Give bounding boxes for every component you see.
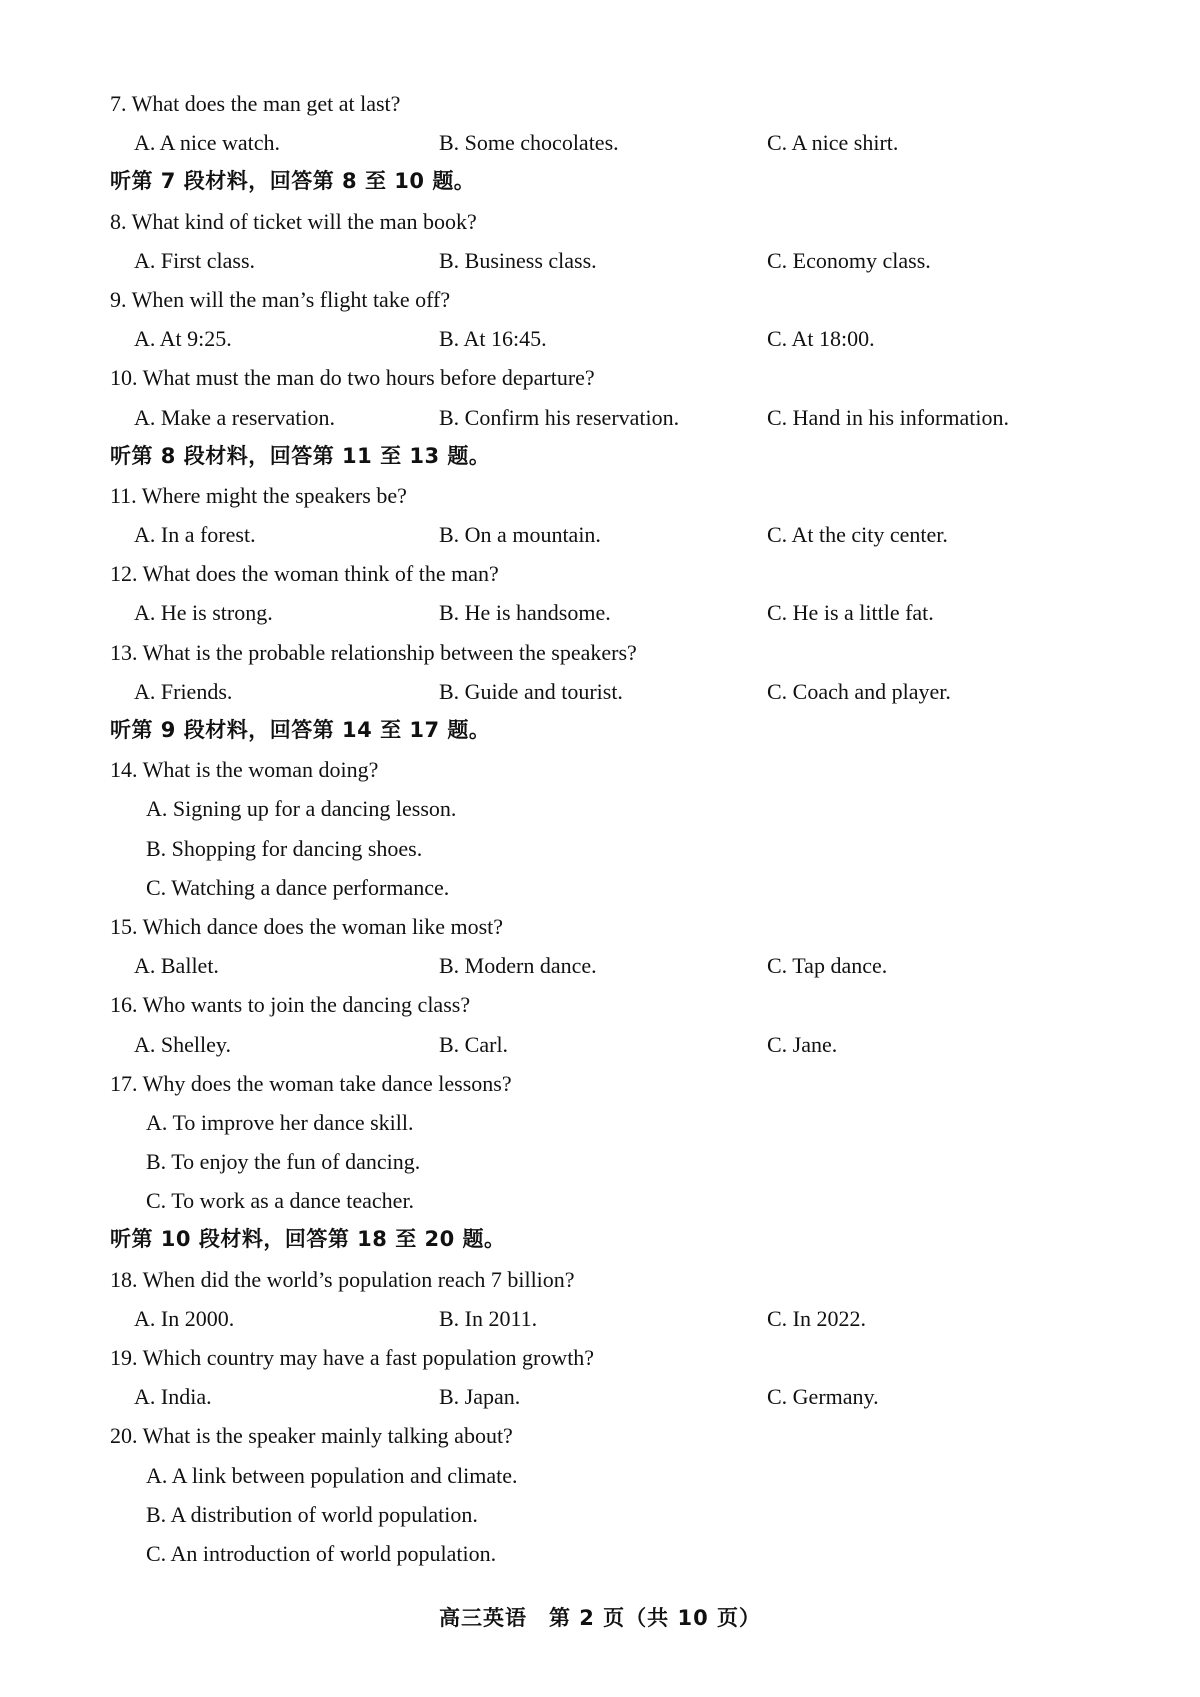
answer-option: C. Economy class. [767,247,931,273]
question-list [110,84,1110,1573]
question-text: 14. What is the woman doing? [110,757,379,783]
answer-option: C. Coach and player. [767,678,951,704]
question-text: 16. Who wants to join the dancing class? [110,992,471,1018]
answer-option: B. On a mountain. [439,522,601,548]
answer-option: C. Tap dance. [767,953,888,979]
question-text: 15. Which dance does the woman like most? [110,913,504,939]
answer-option: B. Japan. [439,1384,521,1410]
answer-option: A. In 2000. [134,1305,235,1331]
section-instruction: 听第 10 段材料，回答第 18 至 20 题。 [110,1227,506,1252]
answer-option: C. An introduction of world population. [146,1540,497,1566]
option-row [110,1299,1110,1338]
option-row [110,672,1110,711]
answer-option: B. In 2011. [439,1305,538,1331]
section-instruction: 听第 8 段材料，回答第 11 至 13 题。 [110,443,491,468]
question-text: 11. Where might the speakers be? [110,482,407,508]
answer-option: B. Carl. [439,1031,509,1057]
answer-option: A. Signing up for a dancing lesson. [146,796,457,822]
answer-option: B. Guide and tourist. [439,678,623,704]
question-text: 12. What does the woman think of the man? [110,561,499,587]
answer-option: A. Make a reservation. [134,404,335,430]
answer-option: B. At 16:45. [439,326,547,352]
answer-option: C. In 2022. [767,1305,866,1331]
answer-option: C. At the city center. [767,522,948,548]
answer-option: B. Confirm his reservation. [439,404,680,430]
answer-option: A. Shelley. [134,1031,231,1057]
option-row [110,319,1110,358]
answer-option: A. Friends. [134,678,233,704]
answer-option: B. Shopping for dancing shoes. [146,835,423,861]
answer-option: A. Ballet. [134,953,219,979]
answer-option: B. A distribution of world population. [146,1501,478,1527]
answer-option: A. First class. [134,247,255,273]
option-row [110,515,1110,554]
option-row [110,123,1110,162]
option-row [110,1377,1110,1416]
question-text: 13. What is the probable relationship between the speakers? [110,639,637,665]
answer-option: C. Watching a dance performance. [146,874,450,900]
option-row [110,398,1110,437]
page-footer: 高三英语 第 2 页（共 10 页） [438,1606,762,1630]
answer-option: C. A nice shirt. [767,130,899,156]
answer-option: A. He is strong. [134,600,273,626]
answer-option: A. India. [134,1384,212,1410]
question-text: 19. Which country may have a fast population growth? [110,1345,595,1370]
answer-option: B. He is handsome. [439,600,611,626]
answer-option: A. To improve her dance skill. [146,1109,414,1135]
question-text: 9. When will the man’s flight take off? [110,286,451,312]
answer-option: C. Hand in his information. [767,404,1009,430]
answer-option: B. Business class. [439,247,597,273]
option-row [110,241,1110,280]
answer-option: B. Modern dance. [439,953,597,979]
option-row [110,946,1110,985]
question-text: 10. What must the man do two hours before departure? [110,365,595,391]
answer-option: C. Jane. [767,1031,838,1057]
answer-option: C. At 18:00. [767,326,875,352]
section-instruction: 听第 7 段材料，回答第 8 至 10 题。 [110,169,476,194]
section-instruction: 听第 9 段材料，回答第 14 至 17 题。 [110,718,491,742]
answer-option: A. A link between population and climate. [146,1462,518,1488]
question-text: 20. What is the speaker mainly talking about? [110,1423,513,1449]
answer-option: B. To enjoy the fun of dancing. [146,1149,421,1175]
answer-option: C. Germany. [767,1384,879,1410]
question-text: 7. What does the man get at last? [110,91,401,116]
option-row [110,1025,1110,1064]
question-text: 8. What kind of ticket will the man book? [110,208,477,234]
answer-option: B. Some chocolates. [439,130,619,156]
option-row [110,593,1110,632]
answer-option: A. A nice watch. [134,130,281,156]
answer-option: A. At 9:25. [134,326,232,352]
answer-option: C. He is a little fat. [767,600,934,626]
answer-option: A. In a forest. [134,522,256,548]
question-text: 18. When did the world’s population reach 7 billion? [110,1266,575,1292]
answer-option: C. To work as a dance teacher. [146,1188,415,1214]
question-text: 17. Why does the woman take dance lessons? [110,1070,512,1096]
